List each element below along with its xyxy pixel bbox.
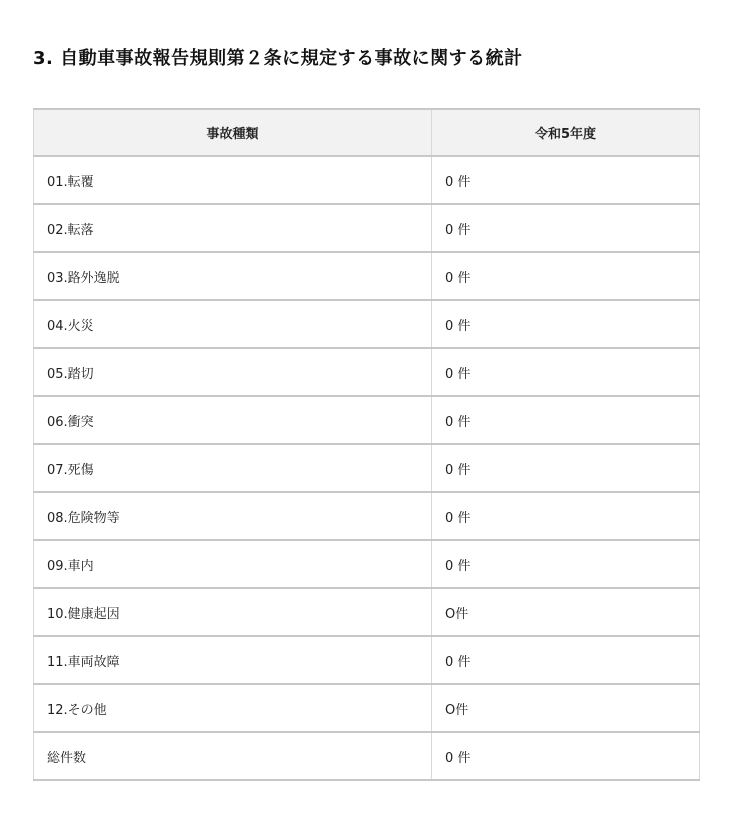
accident-count-cell: 0 件 bbox=[432, 252, 700, 300]
table-row bbox=[34, 204, 700, 252]
accident-type-cell: 06.衝突 bbox=[34, 396, 432, 444]
table-row bbox=[34, 684, 700, 732]
accident-type-cell: 11.車両故障 bbox=[34, 636, 432, 684]
accident-type-cell: 01.転覆 bbox=[34, 156, 432, 204]
total-count-cell: 0 件 bbox=[432, 732, 700, 780]
table-row bbox=[34, 444, 700, 492]
accident-count-cell: 0 件 bbox=[432, 348, 700, 396]
accident-count-cell: 0 件 bbox=[432, 540, 700, 588]
accident-type-cell: 12.その他 bbox=[34, 684, 432, 732]
table-row-total bbox=[34, 732, 700, 780]
accident-count-cell: O件 bbox=[432, 684, 700, 732]
accident-count-cell: 0 件 bbox=[432, 492, 700, 540]
accident-type-cell: 02.転落 bbox=[34, 204, 432, 252]
page-title: 3. 自動車事故報告規則第２条に規定する事故に関する統計 bbox=[33, 48, 523, 69]
accident-count-cell: O件 bbox=[432, 588, 700, 636]
accident-count-cell: 0 件 bbox=[432, 396, 700, 444]
accident-count-cell: 0 件 bbox=[432, 204, 700, 252]
table-row bbox=[34, 300, 700, 348]
header-accident-type: 事故種類 bbox=[34, 109, 432, 156]
table-header-row bbox=[34, 109, 700, 156]
accident-type-cell: 09.車内 bbox=[34, 540, 432, 588]
accident-count-cell: 0 件 bbox=[432, 156, 700, 204]
table-row bbox=[34, 492, 700, 540]
table-row bbox=[34, 396, 700, 444]
table-row bbox=[34, 348, 700, 396]
header-fiscal-year: 令和5年度 bbox=[432, 109, 700, 156]
table-row bbox=[34, 588, 700, 636]
accident-count-cell: 0 件 bbox=[432, 300, 700, 348]
accident-type-cell: 07.死傷 bbox=[34, 444, 432, 492]
table-row bbox=[34, 252, 700, 300]
table-row bbox=[34, 636, 700, 684]
accident-statistics-table bbox=[33, 108, 700, 781]
table-row bbox=[34, 156, 700, 204]
total-label-cell: 総件数 bbox=[34, 732, 432, 780]
accident-count-cell: 0 件 bbox=[432, 636, 700, 684]
accident-type-cell: 10.健康起因 bbox=[34, 588, 432, 636]
accident-type-cell: 05.踏切 bbox=[34, 348, 432, 396]
accident-count-cell: 0 件 bbox=[432, 444, 700, 492]
table-row bbox=[34, 540, 700, 588]
accident-type-cell: 08.危険物等 bbox=[34, 492, 432, 540]
accident-type-cell: 04.火災 bbox=[34, 300, 432, 348]
accident-type-cell: 03.路外逸脱 bbox=[34, 252, 432, 300]
